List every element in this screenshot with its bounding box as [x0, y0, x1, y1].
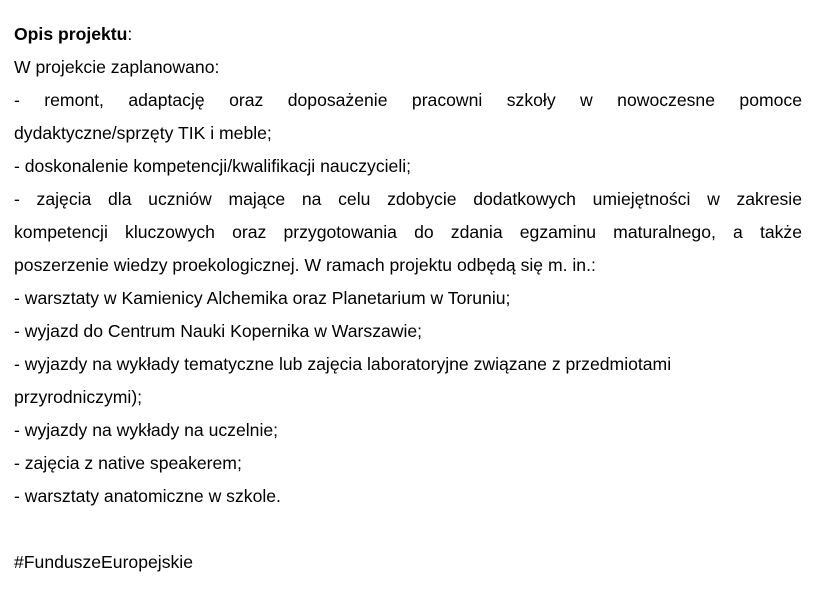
text-line: - zajęcia dla uczniów mające na celu zdobycie dodatkowych umiejętności w zakresie	[14, 189, 802, 209]
text-line: - wyjazdy na wykłady tematyczne lub zajęcia laboratoryjne związane z przedmiotami	[14, 354, 672, 374]
text-line: przyrodniczymi);	[14, 387, 143, 407]
text-line: - warsztaty anatomiczne w szkole.	[14, 486, 281, 506]
intro-line: W projekcie zaplanowano:	[14, 57, 220, 77]
text-line: - wyjazd do Centrum Nauki Kopernika w Warszawie;	[14, 321, 423, 341]
text-line: poszerzenie wiedzy proekologicznej. W ramach projektu odbędą się m. in.:	[14, 255, 596, 275]
text-line: - remont, adaptację oraz doposażenie pracowni szkoły w nowoczesne pomoce	[14, 90, 802, 110]
document-body	[14, 18, 802, 579]
heading-text: Opis projektu	[14, 24, 128, 44]
text-line: - wyjazdy na wykłady na uczelnie;	[14, 420, 279, 440]
text-line: - warsztaty w Kamienicy Alchemika oraz Planetarium w Toruniu;	[14, 288, 511, 308]
project-description-heading	[14, 18, 802, 51]
text-line: - doskonalenie kompetencji/kwalifikacji nauczycieli;	[14, 156, 412, 176]
text-line: - zajęcia z native speakerem;	[14, 453, 242, 473]
project-items-list	[14, 84, 802, 513]
text-line: dydaktyczne/sprzęty TIK i meble;	[14, 123, 272, 143]
text-line: kompetencji kluczowych oraz przygotowania do zdania egzaminu maturalnego, a także	[14, 222, 802, 242]
heading-colon: :	[127, 24, 133, 44]
spacer	[14, 513, 802, 546]
hashtag: #FunduszeEuropejskie	[14, 552, 193, 572]
